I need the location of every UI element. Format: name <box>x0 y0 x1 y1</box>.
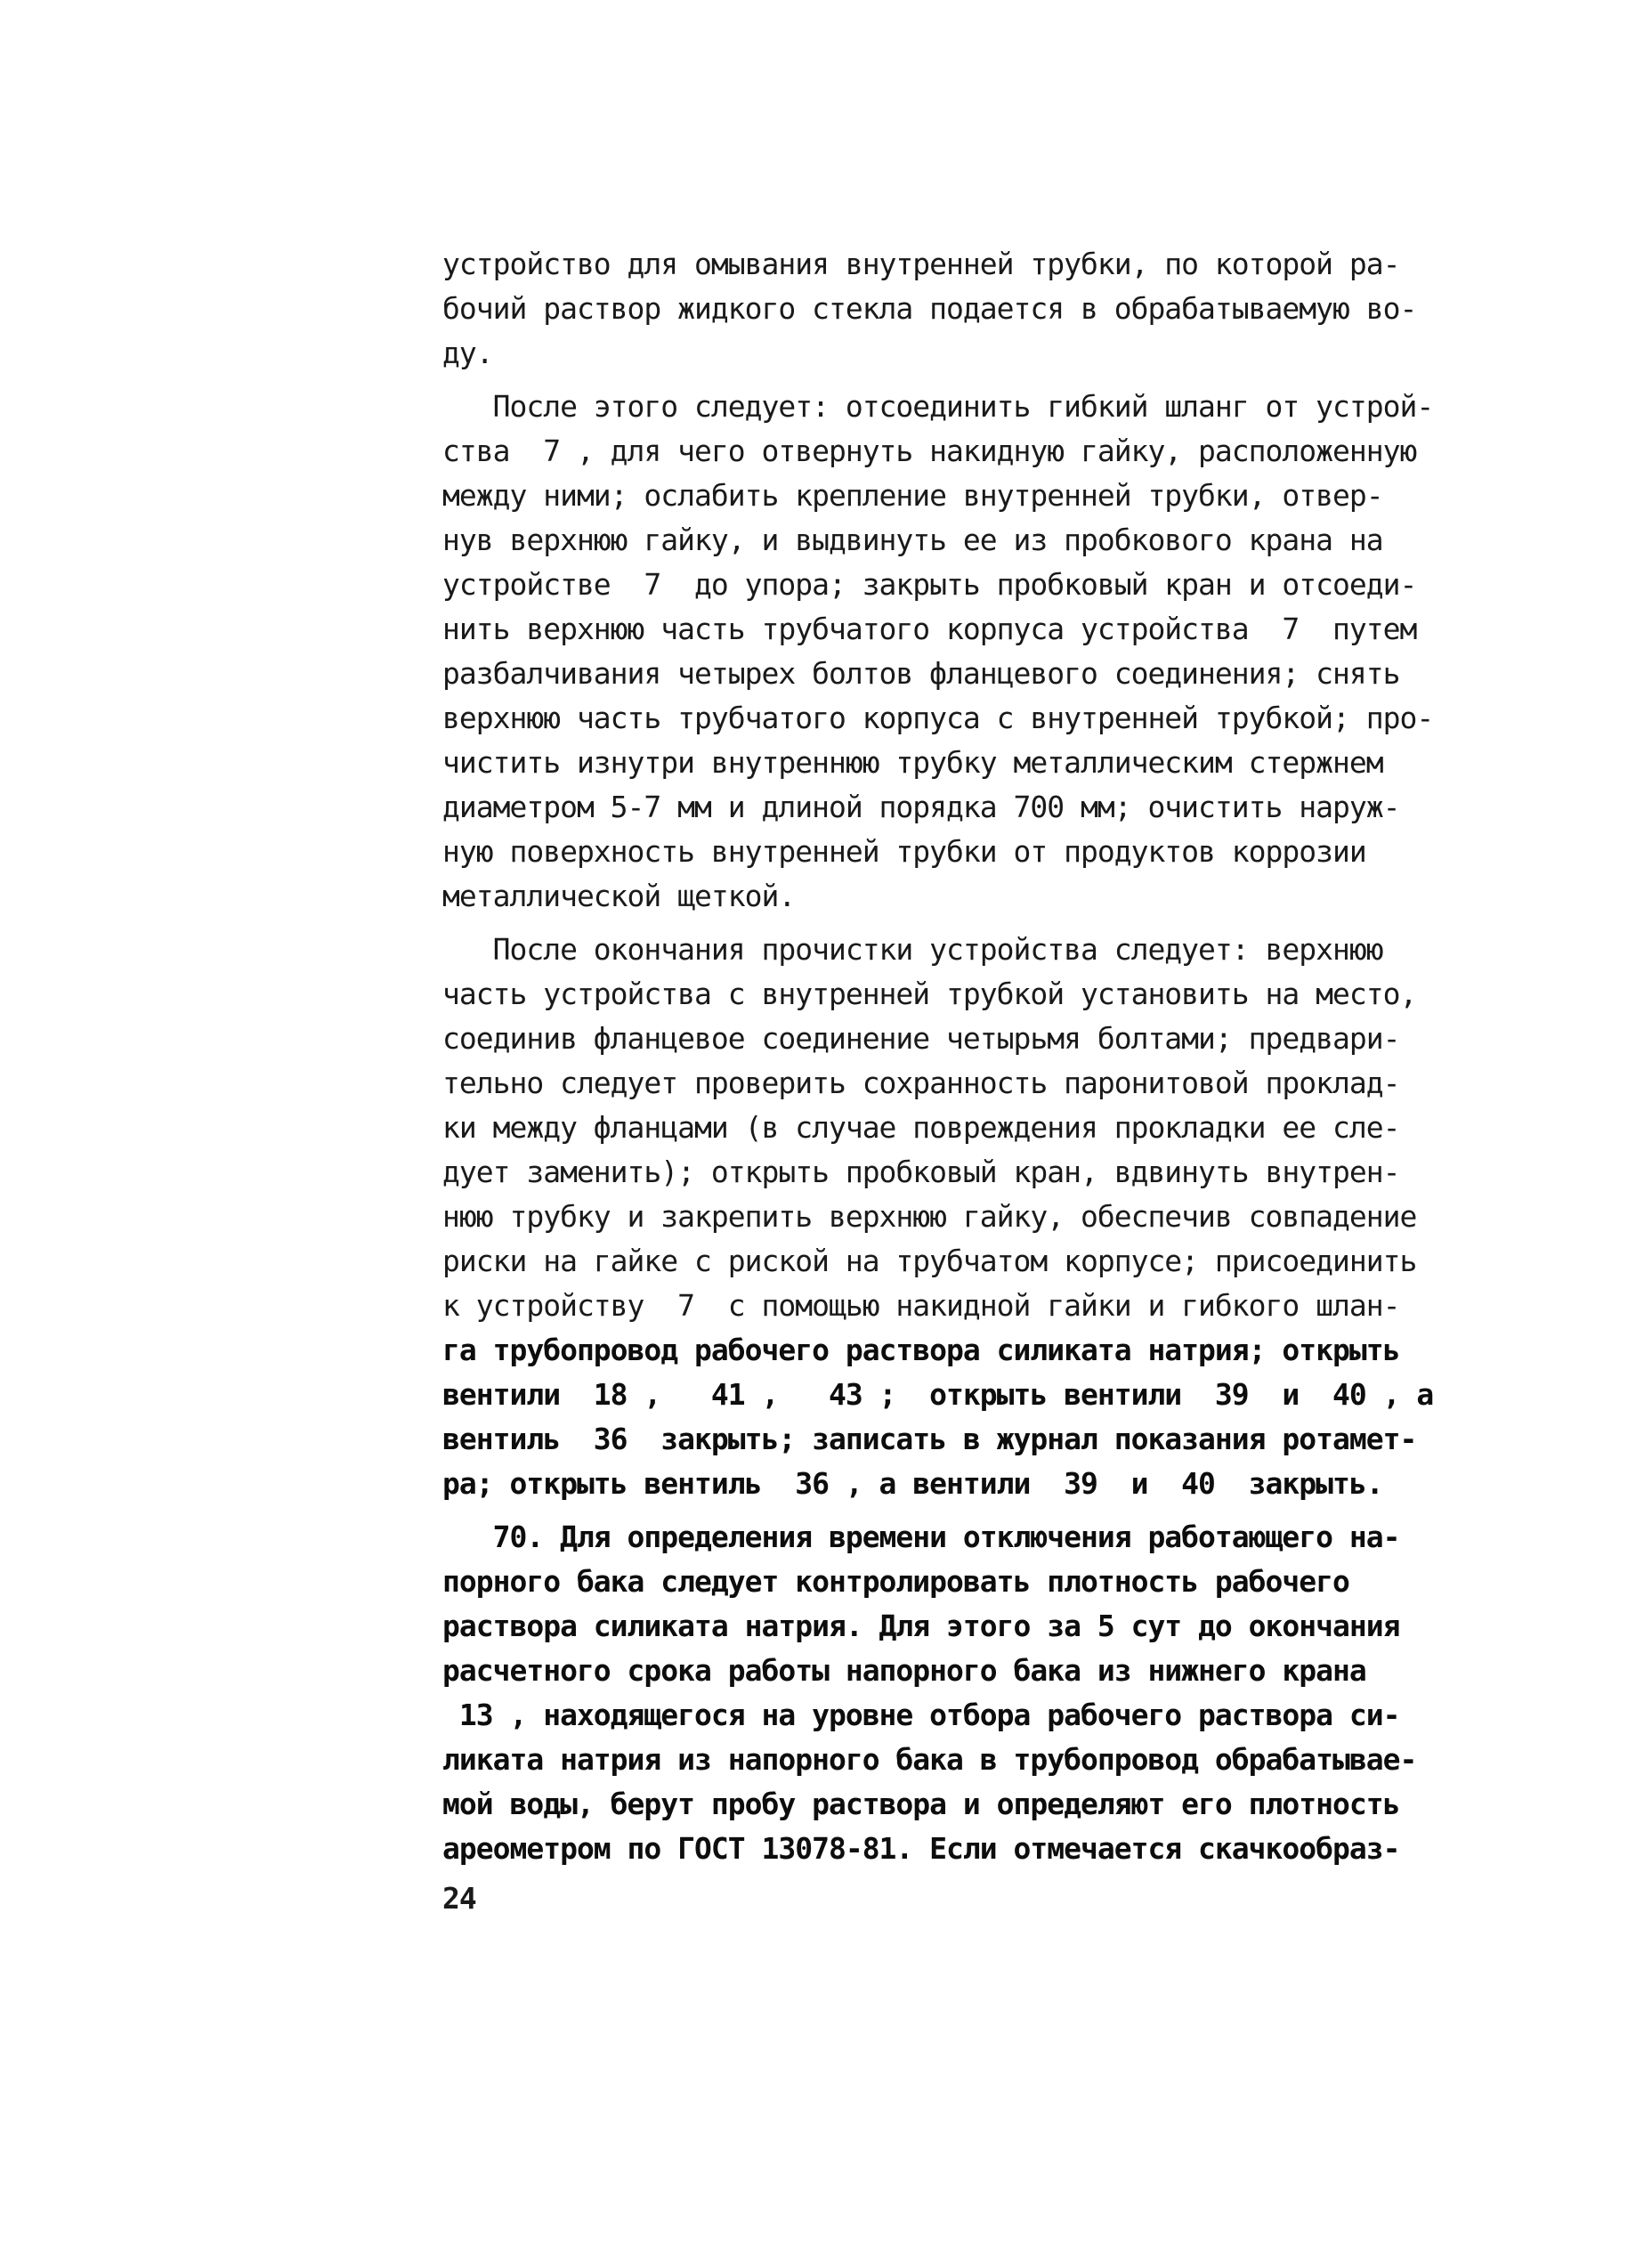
text-line: вентиль 36 закрыть; записать в журнал показания ротамет- <box>442 1422 1417 1456</box>
text-line: к устройству 7 с помощью накидной гайки и гибкого шлан- <box>442 1288 1400 1323</box>
text-line: После этого следует: отсоединить гибкий шланг от устрой- <box>442 389 1434 424</box>
paragraph-4 <box>442 1515 1519 1871</box>
text-line: После окончания прочистки устройства следует: верхнюю <box>442 932 1383 967</box>
text-line: металлической щеткой. <box>442 879 796 913</box>
text-line: ра; открыть вентиль 36 , а вентили 39 и 40 закрыть. <box>442 1466 1383 1501</box>
text-line: вентили 18 , 41 , 43 ; открыть вентили 39 и 40 , а <box>442 1377 1434 1412</box>
text-line: мой воды, берут пробу раствора и определяют его плотность <box>442 1787 1400 1821</box>
text-line: ства 7 , для чего отвернуть накидную гайку, расположенную <box>442 434 1417 468</box>
text-line: тельно следует проверить сохранность паронитовой проклад- <box>442 1066 1400 1100</box>
paragraph-1 <box>442 242 1519 376</box>
paragraph-2 <box>442 385 1519 919</box>
text-line: ки между фланцами (в случае повреждения прокладки ее сле- <box>442 1110 1400 1145</box>
text-line: 13 , находящегося на уровне отбора рабочего раствора си- <box>442 1698 1400 1732</box>
text-line: расчетного срока работы напорного бака из нижнего крана <box>442 1653 1366 1688</box>
paragraph-gap <box>442 919 1519 928</box>
text-line: бочий раствор жидкого стекла подается в обрабатываемую во- <box>442 291 1417 326</box>
text-line: между ними; ослабить крепление внутренней трубки, отвер- <box>442 478 1383 513</box>
text-line: чистить изнутри внутреннюю трубку металлическим стержнем <box>442 745 1383 780</box>
text-line: ареометром по ГОСТ 13078-81. Если отмечается скачкообраз- <box>442 1831 1400 1866</box>
text-line: ду. <box>442 336 493 370</box>
paragraph-gap <box>442 376 1519 385</box>
text-line: раствора силиката натрия. Для этого за 5 сут до окончания <box>442 1609 1400 1643</box>
text-line: ликата натрия из напорного бака в трубопровод обрабатывае- <box>442 1742 1417 1777</box>
text-line: 70. Для определения времени отключения работающего на- <box>442 1520 1400 1554</box>
text-line: риски на гайке с риской на трубчатом корпусе; присоединить <box>442 1244 1417 1278</box>
text-line: разбалчивания четырех болтов фланцевого соединения; снять <box>442 656 1400 691</box>
text-line: порного бака следует контролировать плотность рабочего <box>442 1564 1349 1599</box>
text-line: устройство для омывания внутренней трубки, по которой ра- <box>442 247 1400 281</box>
text-line: нить верхнюю часть трубчатого корпуса устройства 7 путем <box>442 612 1417 646</box>
text-line: нюю трубку и закрепить верхнюю гайку, обеспечив совпадение <box>442 1199 1417 1234</box>
text-line: верхнюю часть трубчатого корпуса с внутренней трубкой; про- <box>442 701 1434 735</box>
text-line: соединив фланцевое соединение четырьмя болтами; предвари- <box>442 1021 1400 1056</box>
page-number: 24 <box>442 1881 476 1916</box>
text-line: нув верхнюю гайку, и выдвинуть ее из пробкового крана на <box>442 523 1383 557</box>
paragraph-gap <box>442 1506 1519 1515</box>
text-line: диаметром 5-7 мм и длиной порядка 700 мм; очистить наруж- <box>442 790 1400 824</box>
text-line: ную поверхность внутренней трубки от продуктов коррозии <box>442 834 1366 869</box>
body-text <box>442 242 1519 1921</box>
text-line: га трубопровод рабочего раствора силиката натрия; открыть <box>442 1333 1400 1367</box>
paragraph-3 <box>442 928 1519 1506</box>
text-line: устройстве 7 до упора; закрыть пробковый кран и отсоеди- <box>442 567 1417 602</box>
text-line: дует заменить); открыть пробковый кран, вдвинуть внутрен- <box>442 1155 1400 1189</box>
text-line: часть устройства с внутренней трубкой установить на место, <box>442 977 1417 1011</box>
